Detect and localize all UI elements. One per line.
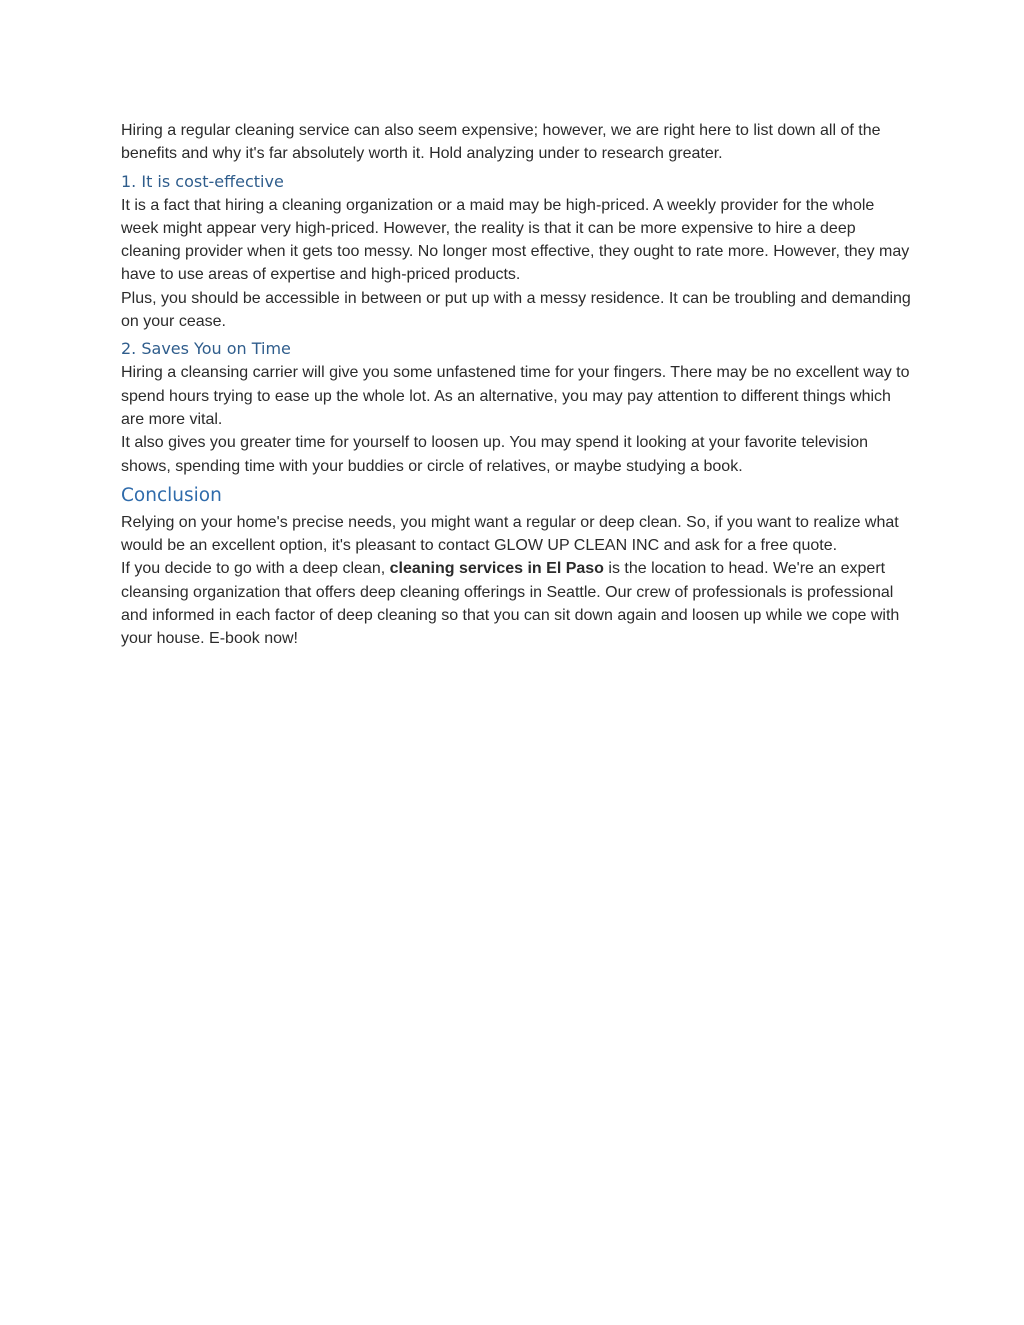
section2-paragraph-2: It also gives you greater time for yourself to loosen up. You may spend it looking at your favorite television shows, spending time with your buddies or circle of relatives, or maybe studying a book. [121,434,869,475]
section1-paragraph-2: Plus, you should be accessible in between or put up with a messy residence. It can be troubling and demanding on your cease. [121,289,911,331]
intro-paragraph: Hiring a regular cleaning service can also seem expensive; however, we are right here to list down all of the benefits and why it's far absolutely worth it. Hold analyzing under to research greater. [121,122,881,163]
conclusion-text-after-link: is the location to head. We're an expert cleansing organization that offers deep cleaning offerings in Seattle. Our crew of professionals is professional and informed in each factor of deep cleaning so that you can sit down again and loosen up while we cope with your house. E-book now! [121,560,900,648]
cleaning-services-keyword: cleaning services in El Paso [389,560,604,578]
conclusion-heading: Conclusion [121,484,222,506]
section2-heading: 2. Saves You on Time [121,339,291,359]
document-page [121,119,911,651]
conclusion-paragraph-1: Relying on your home's precise needs, you might want a regular or deep clean. So, if you want to realize what would be an excellent option, it's pleasant to contact GLOW UP CLEAN INC and ask for a free quote. [121,513,899,555]
section1-paragraph-1: It is a fact that hiring a cleaning organization or a maid may be high-priced. A weekly provider for the whole week might appear very high-priced. However, the reality is that it can be more expensive to hire a deep cleaning provider when it gets too messy. No longer most effective, they ought to rate more. However, they may have to use areas of expertise and high-priced products. [121,196,910,284]
conclusion-text-before-link: If you decide to go with a deep clean, [121,560,390,578]
section2-paragraph-1: Hiring a cleansing carrier will give you some unfastened time for your fingers. There may be no excellent way to spend hours trying to ease up the whole lot. As an alternative, you may pay attention to different things which are more vital. [121,364,910,428]
section1-heading: 1. It is cost-effective [121,171,284,191]
conclusion-paragraph-2 [121,557,911,650]
